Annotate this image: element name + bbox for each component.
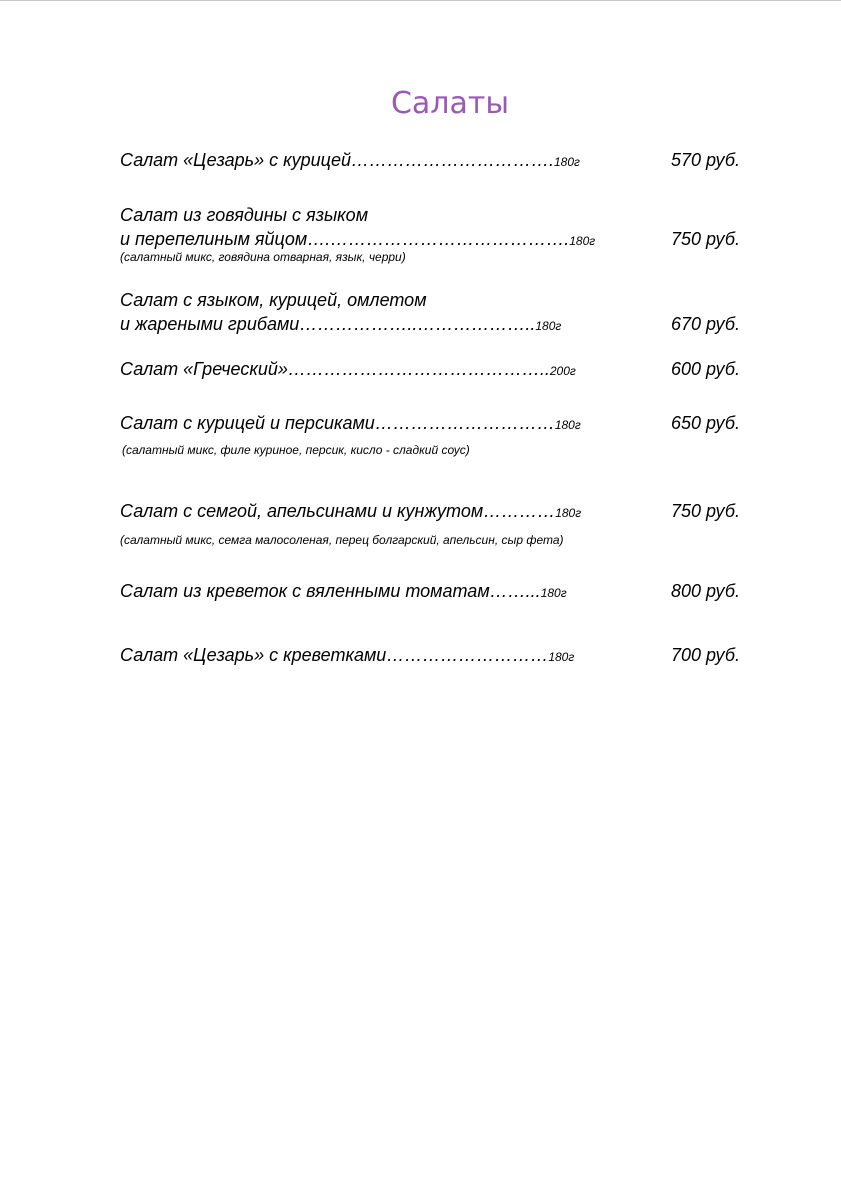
menu-item-leader-dots: ……………………………. — [350, 150, 554, 170]
menu-item-price: 600 руб. — [671, 359, 740, 379]
menu-item-name — [120, 580, 567, 604]
menu-item-leader-dots: ……... — [489, 581, 541, 601]
menu-item-leader-dots: ….…………………………………. — [307, 229, 570, 249]
menu-item-weight: 180г — [540, 586, 567, 600]
menu-item-description: (салатный микс, семга малосоленая, перец болгарский, апельсин, сыр фета) — [120, 533, 564, 547]
menu-item-price: 800 руб. — [671, 581, 740, 601]
menu-item-weight: 180г — [548, 650, 575, 664]
menu-item-name — [120, 644, 574, 668]
menu-item-price: 570 руб. — [671, 150, 740, 170]
menu-item-name — [120, 289, 427, 311]
menu-item-title: Салат «Греческий» — [120, 359, 288, 379]
menu-item-description: (салатный микс, филе куриное, персик, кисло - сладкий соус) — [122, 443, 470, 457]
menu-item-price: 670 руб. — [671, 314, 740, 334]
menu-item-title: Салат с семгой, апельсинами и кунжутом — [120, 501, 484, 521]
menu-item-price: 750 руб. — [671, 229, 740, 249]
menu-item-name — [120, 358, 576, 382]
menu-item-title: Салат с языком, курицей, омлетом — [120, 290, 427, 310]
menu-item-weight: 180г — [555, 506, 582, 520]
menu-item-title: и перепелиным яйцом — [120, 229, 308, 249]
menu-item-leader-dots: ………………………… — [374, 413, 555, 433]
menu-item-name — [120, 149, 580, 173]
menu-item-name — [120, 500, 581, 524]
menu-item-weight: 180г — [569, 234, 596, 248]
menu-item-title: и жареными грибами — [120, 314, 300, 334]
menu-item-leader-dots: ……………………… — [386, 645, 549, 665]
menu-item-title: Салат «Цезарь» с курицей — [120, 150, 351, 170]
menu-item-name — [120, 204, 368, 226]
menu-item-leader-dots: ………………..……………….. — [299, 314, 536, 334]
menu-item-title: Салат из говядины с языком — [120, 205, 369, 225]
menu-item-weight: 180г — [535, 319, 562, 333]
menu-item-price: 750 руб. — [671, 501, 740, 521]
menu-item-title: Салат с курицей и персиками — [120, 413, 375, 433]
menu-item-description: (салатный микс, говядина отварная, язык, черри) — [120, 250, 406, 264]
menu-item-weight: 200г — [549, 364, 576, 378]
menu-item-leader-dots: …………………………………….. — [287, 359, 550, 379]
menu-item-title: Салат «Цезарь» с креветками — [120, 645, 387, 665]
page-title: Салаты — [390, 86, 510, 121]
menu-item-price: 700 руб. — [671, 645, 740, 665]
menu-item-leader-dots: ………… — [483, 501, 556, 521]
menu-item-weight: 180г — [554, 418, 581, 432]
menu-item-price: 650 руб. — [671, 413, 740, 433]
menu-item-name-continued — [120, 313, 561, 337]
page-top-border — [0, 0, 841, 1]
menu-item-weight: 180г — [553, 155, 580, 169]
menu-item-name — [120, 412, 581, 436]
menu-item-title: Салат из креветок с вяленными томатам — [120, 581, 490, 601]
